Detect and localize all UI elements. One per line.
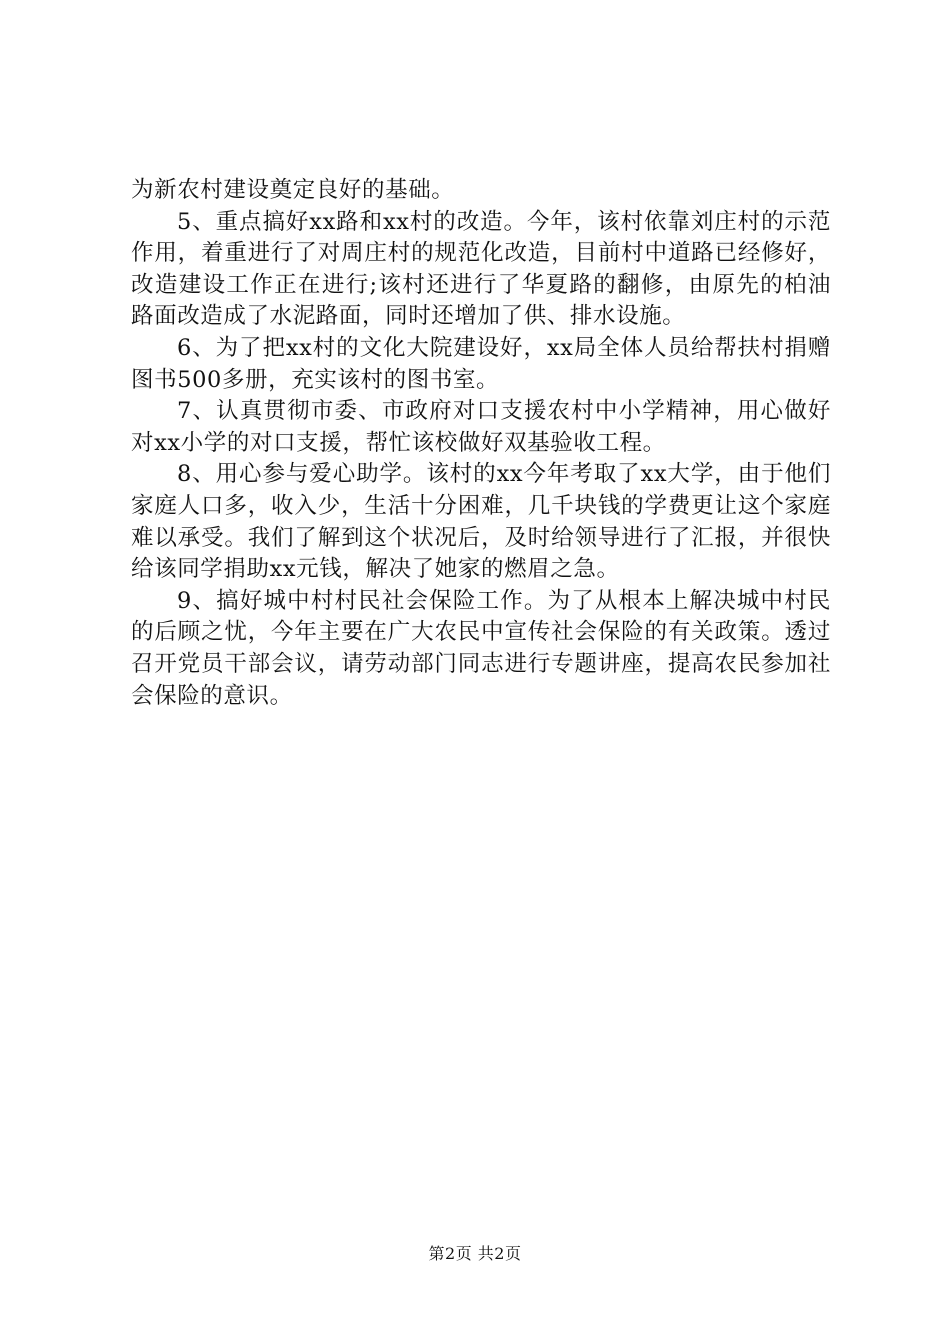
page-footer: 第2页 共2页 (428, 1244, 522, 1263)
document-body (131, 175, 831, 712)
paragraph-item-6: 6、为了把xx村的文化大院建设好，xx局全体人员给帮扶村捐赠图书500多册，充实该村的图书室。 (131, 334, 831, 393)
paragraph-item-7: 7、认真贯彻市委、市政府对口支援农村中小学精神，用心做好对xx小学的对口支援，帮忙该校做好双基验收工程。 (131, 398, 831, 456)
paragraph-continuation: 为新农村建设奠定良好的基础。 (131, 177, 455, 203)
paragraph-item-9: 9、搞好城中村村民社会保险工作。为了从根本上解决城中村民的后顾之忧，今年主要在广大农民中宣传社会保险的有关政策。透过召开党员干部会议，请劳动部门同志进行专题讲座，提高农民参加社会保险的意识。 (131, 587, 831, 709)
paragraph-item-5: 5、重点搞好xx路和xx村的改造。今年，该村依靠刘庄村的示范作用，着重进行了对周庄村的规范化改造，目前村中道路已经修好，改造建设工作正在进行;该村还进行了华夏路的翻修，由原先的柏油路面改造成了水泥路面，同时还增加了供、排水设施。 (131, 208, 831, 330)
paragraph-item-8: 8、用心参与爱心助学。该村的xx今年考取了xx大学，由于他们家庭人口多，收入少，生活十分困难，几千块钱的学费更让这个家庭难以承受。我们了解到这个状况后，及时给领导进行了汇报，并很快给该同学捐助xx元钱，解决了她家的燃眉之急。 (131, 461, 831, 583)
